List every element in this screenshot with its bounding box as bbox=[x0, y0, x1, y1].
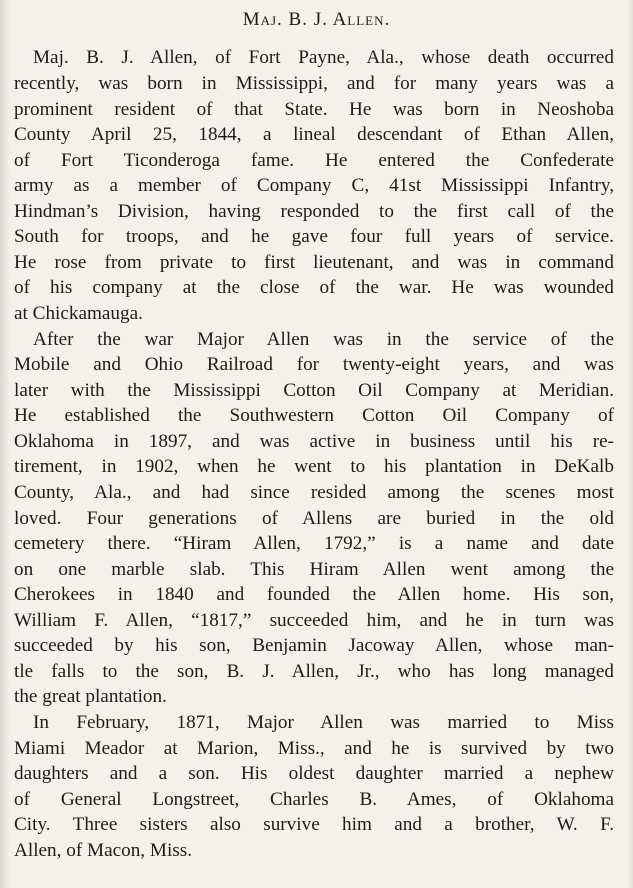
text-line: Cherokees in 1840 and founded the Allen home. His son, bbox=[14, 584, 614, 605]
text-line: of his company at the close of the war. He was wounded bbox=[14, 277, 614, 298]
text-line: In February, 1871, Major Allen was married to Miss bbox=[33, 712, 614, 733]
text-line: prominent resident of that State. He was born in Neoshoba bbox=[14, 99, 614, 120]
text-line: of General Longstreet, Charles B. Ames, of Oklahoma bbox=[14, 789, 614, 810]
text-line: loved. Four generations of Allens are buried in the old bbox=[14, 508, 614, 529]
text-line: City. Three sisters also survive him and a brother, W. F. bbox=[14, 814, 614, 835]
text-line: Miami Meador at Marion, Miss., and he is survived by two bbox=[14, 738, 614, 759]
text-line: County, Ala., and had since resided among the scenes most bbox=[14, 482, 614, 503]
text-line: Hindman’s Division, having responded to the first call of the bbox=[14, 201, 614, 222]
text-line: William F. Allen, “1817,” succeeded him, and he in turn was bbox=[14, 610, 614, 631]
text-line: succeeded by his son, Benjamin Jacoway Allen, whose man- bbox=[14, 635, 614, 656]
text-line: He rose from private to first lieutenant, and was in command bbox=[14, 252, 614, 273]
text-line: army as a member of Company C, 41st Mississippi Infantry, bbox=[14, 175, 614, 196]
text-line: Maj. B. J. Allen, of Fort Payne, Ala., whose death occurred bbox=[33, 47, 614, 68]
text-line: later with the Mississippi Cotton Oil Company at Meridian. bbox=[14, 380, 614, 401]
text-line: After the war Major Allen was in the service of the bbox=[33, 329, 614, 350]
text-line: tle falls to the son, B. J. Allen, Jr., who has long managed bbox=[14, 661, 614, 682]
text-line: He established the Southwestern Cotton Oil Company of bbox=[14, 405, 614, 426]
text-line: South for troops, and he gave four full years of service. bbox=[14, 226, 614, 247]
text-line: daughters and a son. His oldest daughter married a nephew bbox=[14, 763, 614, 784]
page-shadow-right bbox=[627, 0, 633, 888]
article-title: Maj. B. J. Allen. bbox=[242, 9, 391, 30]
page-shadow bbox=[0, 0, 10, 888]
text-line: tirement, in 1902, when he went to his plantation in DeKalb bbox=[14, 456, 614, 477]
text-line: the great plantation. bbox=[14, 686, 167, 707]
text-line: on one marble slab. This Hiram Allen went among the bbox=[14, 559, 614, 580]
text-line: Allen, of Macon, Miss. bbox=[14, 840, 192, 861]
text-line: Mobile and Ohio Railroad for twenty-eight years, and was bbox=[14, 354, 614, 375]
text-line: recently, was born in Mississippi, and for many years was a bbox=[14, 73, 614, 94]
text-line: cemetery there. “Hiram Allen, 1792,” is a name and date bbox=[14, 533, 614, 554]
text-line: County April 25, 1844, a lineal descendant of Ethan Allen, bbox=[14, 124, 614, 145]
text-line: Oklahoma in 1897, and was active in business until his re- bbox=[14, 431, 614, 452]
text-line: at Chickamauga. bbox=[14, 303, 143, 324]
text-line: of Fort Ticonderoga fame. He entered the Confederate bbox=[14, 150, 614, 171]
